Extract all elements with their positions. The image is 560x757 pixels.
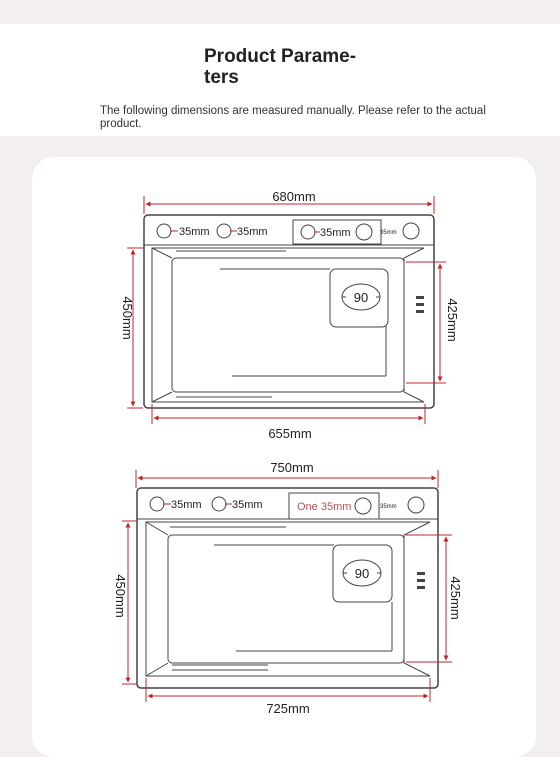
sink-1-outline [144, 215, 434, 408]
sink-1-hole-4-label: 35mm [380, 230, 397, 236]
sink-2-hole-1-label: 35mm [171, 499, 202, 511]
sink-2-bottom-width: 725mm [266, 701, 310, 716]
sink-2-hole-3-label: One 35mm [297, 501, 352, 513]
sink-1-hole-1-label: 35mm [179, 226, 210, 238]
sink-1-hole-3-label: 35mm [320, 227, 351, 239]
sink-1-basin [172, 258, 404, 392]
sink-1-hole-2-label: 35mm [237, 226, 268, 238]
sink-1-right-height: 425mm [445, 298, 460, 342]
sink-1-control-icons [416, 296, 424, 313]
sink-2-control-icons [417, 572, 425, 589]
sink-2-left-height: 450mm [113, 574, 128, 618]
sink-1-bowl-label: 90 [353, 290, 369, 305]
sink-2-hole-4-label: 35mm [380, 504, 397, 510]
sink-2-bowl-label: 90 [354, 566, 370, 581]
sink-2-drawing [113, 460, 463, 716]
sink-1-drawing [120, 189, 460, 441]
sink-2-holes [150, 493, 424, 519]
measurement-note: The following dimensions are measured manually. Please refer to the actual product. [100, 105, 486, 130]
sink-1-bottom-width: 655mm [268, 426, 312, 441]
sink-2-basin [168, 535, 404, 663]
page-title: Product Parame- ters [204, 46, 357, 88]
sink-1-top-width: 680mm [272, 189, 316, 204]
sink-2-hole-2-label: 35mm [232, 499, 263, 511]
sink-2-top-width: 750mm [270, 460, 314, 475]
sink-2-right-height: 425mm [448, 576, 463, 620]
sink-1-left-height: 450mm [120, 296, 135, 340]
sink-2-outline [137, 488, 438, 688]
sink-1-holes [157, 220, 419, 244]
